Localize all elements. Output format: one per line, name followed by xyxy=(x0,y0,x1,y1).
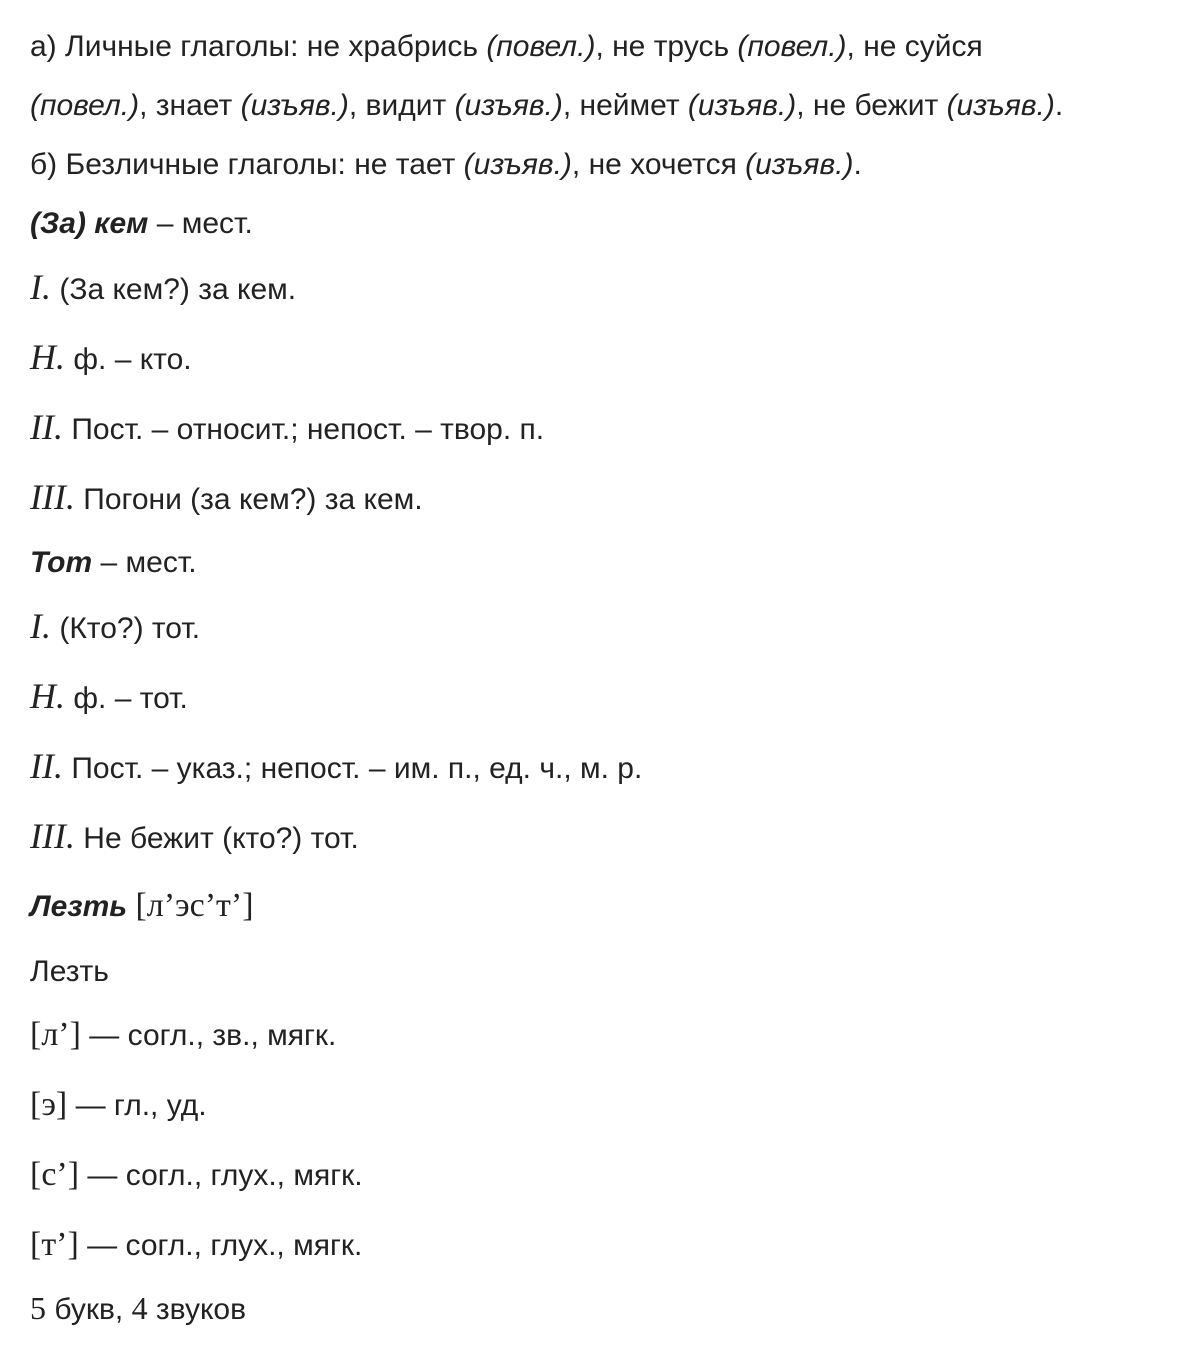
mood-tag: (изъяв.) xyxy=(745,148,854,181)
letters-label: букв, xyxy=(46,1293,132,1326)
part-a-sep: . xyxy=(1054,89,1064,122)
analysis-step-text: Пост. – указ.; непост. – им. п., ед. ч., м. р. xyxy=(62,752,643,785)
mood-tag: (повел.) xyxy=(486,30,596,63)
mood-tag: (изъяв.) xyxy=(463,148,572,181)
word-2-term: Тот xyxy=(30,546,93,579)
part-a-line-1 xyxy=(30,27,983,67)
part-b-prefix: б) Безличные глаголы: не тает xyxy=(30,148,464,181)
analysis-step-text: ф. – тот. xyxy=(65,682,188,715)
letters-sounds-summary xyxy=(30,1288,246,1328)
phonetic-term: Лезть xyxy=(30,890,128,923)
sound-description: — согл., глух., мягк. xyxy=(79,1159,363,1192)
word-1-row-4 xyxy=(30,477,423,517)
mood-tag: (повел.) xyxy=(30,89,140,122)
word-1-row-1 xyxy=(30,267,296,307)
sounds-label: звуков xyxy=(147,1293,247,1326)
sound-row xyxy=(30,1085,207,1125)
phonetic-heading xyxy=(30,886,254,926)
analysis-step-number: Н. xyxy=(30,337,65,377)
sound-symbol: [л’] xyxy=(30,1016,81,1053)
analysis-step-text: Пост. – относит.; непост. – твор. п. xyxy=(62,413,545,446)
part-a-sep: , знает xyxy=(139,89,241,122)
phonetic-word-text: Лезть xyxy=(30,955,109,988)
sound-description: — гл., уд. xyxy=(67,1089,207,1122)
sound-symbol: [э] xyxy=(30,1086,68,1123)
analysis-step-number: III. xyxy=(30,816,75,856)
phonetic-transcription: [л’эс’т’] xyxy=(135,887,254,924)
part-b-sep: . xyxy=(853,148,862,181)
part-b-line xyxy=(30,145,862,185)
word-2-row-3 xyxy=(30,746,642,786)
word-1-term: (За) кем xyxy=(30,207,149,240)
part-a-prefix: а) Личные глаголы: не храбрись xyxy=(30,30,487,63)
mood-tag: (повел.) xyxy=(737,30,847,63)
mood-tag: (изъяв.) xyxy=(454,89,563,122)
part-a-sep: , неймет xyxy=(562,89,688,122)
word-2-heading xyxy=(30,543,197,583)
analysis-step-text: ф. – кто. xyxy=(65,343,192,376)
analysis-step-text: Не бежит (кто?) тот. xyxy=(74,822,359,855)
word-1-heading xyxy=(30,204,253,244)
analysis-step-text: (За кем?) за кем. xyxy=(51,273,297,306)
sound-symbol: [т’] xyxy=(30,1226,79,1263)
mood-tag: (изъяв.) xyxy=(240,89,349,122)
sound-row xyxy=(30,1225,362,1265)
word-2-row-1 xyxy=(30,606,200,646)
sounds-count: 4 xyxy=(131,1290,148,1326)
analysis-step-text: Погони (за кем?) за кем. xyxy=(74,483,423,516)
letters-count: 5 xyxy=(30,1290,46,1326)
sound-row xyxy=(30,1015,336,1055)
sound-description: — согл., глух., мягк. xyxy=(78,1229,363,1262)
part-a-sep: , не суйся xyxy=(846,30,983,63)
analysis-step-number: III. xyxy=(30,477,75,517)
mood-tag: (изъяв.) xyxy=(946,89,1055,122)
analysis-step-number: I. xyxy=(30,267,51,307)
part-a-sep: , не трусь xyxy=(595,30,738,63)
phonetic-word xyxy=(30,952,109,992)
word-1-row-3 xyxy=(30,407,544,447)
word-1-part-of-speech: – мест. xyxy=(148,207,253,240)
analysis-step-text: (Кто?) тот. xyxy=(51,612,201,645)
analysis-step-number: Н. xyxy=(30,676,65,716)
part-a-sep: , видит xyxy=(348,89,455,122)
sound-row xyxy=(30,1155,363,1195)
analysis-step-number: I. xyxy=(30,606,51,646)
word-2-row-4 xyxy=(30,816,359,856)
word-1-row-2 xyxy=(30,337,192,377)
analysis-step-number: II. xyxy=(30,746,63,786)
word-2-row-2 xyxy=(30,676,188,716)
word-2-part-of-speech: – мест. xyxy=(92,546,197,579)
part-a-line-2 xyxy=(30,86,1063,126)
sound-description: — согл., зв., мягк. xyxy=(80,1019,337,1052)
part-b-sep: , не хочется xyxy=(571,148,746,181)
part-a-sep: , не бежит xyxy=(796,89,947,122)
mood-tag: (изъяв.) xyxy=(687,89,797,122)
analysis-step-number: II. xyxy=(30,407,63,447)
sound-symbol: [с’] xyxy=(30,1156,80,1193)
